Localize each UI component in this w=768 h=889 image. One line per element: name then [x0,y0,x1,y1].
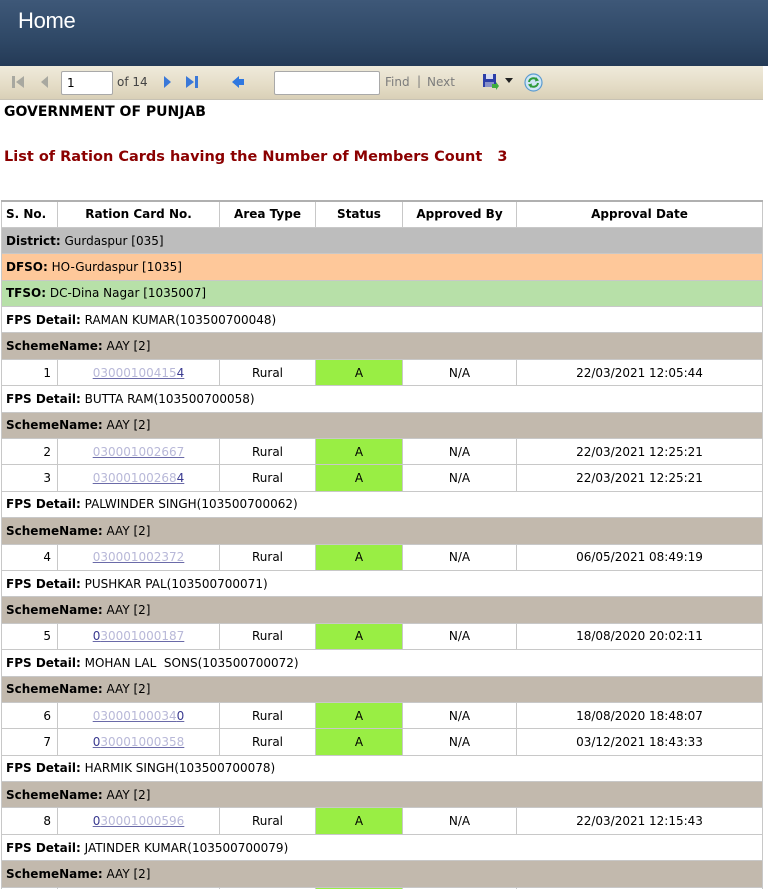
column-header-status: Status [316,201,403,227]
cell-area-type: Rural [220,623,316,649]
cell-status: A [316,729,403,755]
page-count-label: of 14 [117,75,148,89]
scheme-value: AAY [2] [106,418,151,433]
table-row [2,359,763,385]
ration-card-table [1,200,763,889]
cell-status: A [316,702,403,728]
report-viewer-toolbar [0,66,763,100]
cell-approval-date: 22/03/2021 12:25:21 [517,439,763,465]
back-to-parent-icon[interactable] [230,74,246,90]
cell-sno: 6 [2,702,58,728]
scheme-name-row [2,333,763,359]
fps-detail-row [2,307,763,333]
column-header-approved-by: Approved By [403,201,517,227]
column-header-approval-date: Approval Date [517,201,763,227]
scheme-value: AAY [2] [106,523,151,538]
scheme-label: SchemeName: [6,682,103,697]
fps-label: FPS Detail: [6,655,81,670]
cell-approval-date: 18/08/2020 20:02:11 [517,623,763,649]
app-header [0,0,768,66]
scheme-value: AAY [2] [106,866,151,881]
cell-approved-by: N/A [403,465,517,491]
first-page-icon[interactable] [10,74,26,90]
table-row [2,808,763,834]
cell-sno: 8 [2,808,58,834]
ration-card-link[interactable]: 030001000358 [92,735,185,749]
ration-card-link[interactable]: 030001000596 [92,814,185,829]
table-header-row [2,201,763,227]
cell-area-type: Rural [220,729,316,755]
scheme-value: AAY [2] [106,787,151,802]
fps-detail-row [2,755,763,781]
cell-approval-date: 22/03/2021 12:15:43 [517,808,763,834]
column-header-sno: S. No. [2,201,58,227]
scheme-label: SchemeName: [6,603,103,618]
fps-label: FPS Detail: [6,497,81,512]
column-header-ration-card: Ration Card No. [58,201,220,227]
next-page-icon[interactable] [159,74,175,90]
cell-sno: 4 [2,544,58,570]
ration-card-link[interactable]: 030001002372 [92,550,185,565]
export-save-icon[interactable] [482,73,500,91]
scheme-label: SchemeName: [6,523,103,538]
fps-value: HARMIK SINGH(103500700078) [84,761,276,776]
find-text-input[interactable] [274,71,380,95]
cell-status: A [316,623,403,649]
fps-value: RAMAN KUMAR(103500700048) [84,312,277,327]
fps-label: FPS Detail: [6,576,81,591]
ration-card-link[interactable]: 030001000187 [92,629,185,644]
table-row [2,544,763,570]
find-link[interactable]: Find [385,75,410,89]
cell-approved-by: N/A [403,439,517,465]
scheme-label: SchemeName: [6,418,103,433]
cell-approved-by: N/A [403,623,517,649]
ration-card-link[interactable]: 030001002684 [92,471,185,486]
dfso-label: DFSO: [6,259,48,274]
fps-label: FPS Detail: [6,391,81,406]
current-page-input[interactable] [61,71,113,95]
scheme-name-row [2,597,763,623]
cell-approved-by: N/A [403,729,517,755]
district-value: Gurdaspur [035] [64,233,164,248]
fps-label: FPS Detail: [6,312,81,327]
cell-area-type: Rural [220,702,316,728]
scheme-value: AAY [2] [106,339,151,354]
cell-approval-date: 06/05/2021 08:49:19 [517,544,763,570]
fps-value: PUSHKAR PAL(103500700071) [84,576,268,591]
cell-approved-by: N/A [403,702,517,728]
cell-approval-date: 22/03/2021 12:05:44 [517,359,763,385]
cell-approved-by: N/A [403,544,517,570]
cell-status: A [316,359,403,385]
cell-status: A [316,808,403,834]
fps-detail-row [2,491,763,517]
tfso-value: DC-Dina Nagar [1035007] [49,286,207,301]
fps-value: PALWINDER SINGH(103500700062) [84,497,298,512]
fps-value: BUTTA RAM(103500700058) [84,391,255,406]
scheme-label: SchemeName: [6,866,103,881]
fps-detail-row [2,650,763,676]
cell-area-type: Rural [220,465,316,491]
cell-sno: 5 [2,623,58,649]
district-group-row [2,227,763,253]
table-row [2,729,763,755]
fps-detail-row [2,834,763,860]
table-row [2,465,763,491]
cell-status: A [316,544,403,570]
scheme-name-row [2,861,763,887]
scheme-label: SchemeName: [6,787,103,802]
cell-area-type: Rural [220,808,316,834]
scheme-value: AAY [2] [106,603,151,618]
find-next-link[interactable]: Next [427,75,455,89]
table-row [2,439,763,465]
scheme-name-row [2,676,763,702]
find-separator: | [417,74,422,88]
fps-detail-row [2,570,763,596]
cell-approval-date: 18/08/2020 18:48:07 [517,702,763,728]
scheme-name-row [2,782,763,808]
cell-sno: 7 [2,729,58,755]
cell-sno: 1 [2,359,58,385]
dfso-group-row [2,254,763,280]
scheme-name-row [2,412,763,438]
scheme-value: AAY [2] [106,682,151,697]
scheme-label: SchemeName: [6,339,103,354]
fps-value: MOHAN LAL SONS(103500700072) [84,655,299,670]
cell-status: A [316,439,403,465]
dfso-value: HO-Gurdaspur [1035] [51,259,182,274]
refresh-icon[interactable] [524,73,543,92]
previous-page-icon[interactable] [37,74,53,90]
cell-sno: 2 [2,439,58,465]
cell-sno: 3 [2,465,58,491]
tfso-group-row [2,280,763,306]
cell-approved-by: N/A [403,359,517,385]
last-page-icon[interactable] [184,74,200,90]
export-dropdown-icon[interactable] [505,78,513,84]
ration-card-link[interactable]: 030001002667 [92,444,185,459]
fps-detail-row [2,386,763,412]
fps-value: JATINDER KUMAR(103500700079) [84,840,289,855]
page-title: Home [18,8,76,33]
cell-status: A [316,465,403,491]
cell-approval-date: 22/03/2021 12:25:21 [517,465,763,491]
report-title: List of Ration Cards having the Number of Members Count 3 [4,149,508,165]
cell-area-type: Rural [220,439,316,465]
tfso-label: TFSO: [6,286,47,301]
fps-label: FPS Detail: [6,840,81,855]
district-label: District: [6,233,61,248]
cell-area-type: Rural [220,544,316,570]
fps-label: FPS Detail: [6,761,81,776]
cell-approved-by: N/A [403,808,517,834]
table-row [2,702,763,728]
column-header-area-type: Area Type [220,201,316,227]
cell-area-type: Rural [220,359,316,385]
ration-card-link[interactable]: 030001000340 [92,708,185,723]
cell-approval-date: 03/12/2021 18:43:33 [517,729,763,755]
scheme-name-row [2,518,763,544]
organization-title: GOVERNMENT OF PUNJAB [4,104,206,120]
table-row [2,623,763,649]
ration-card-link[interactable]: 030001004154 [92,365,185,380]
